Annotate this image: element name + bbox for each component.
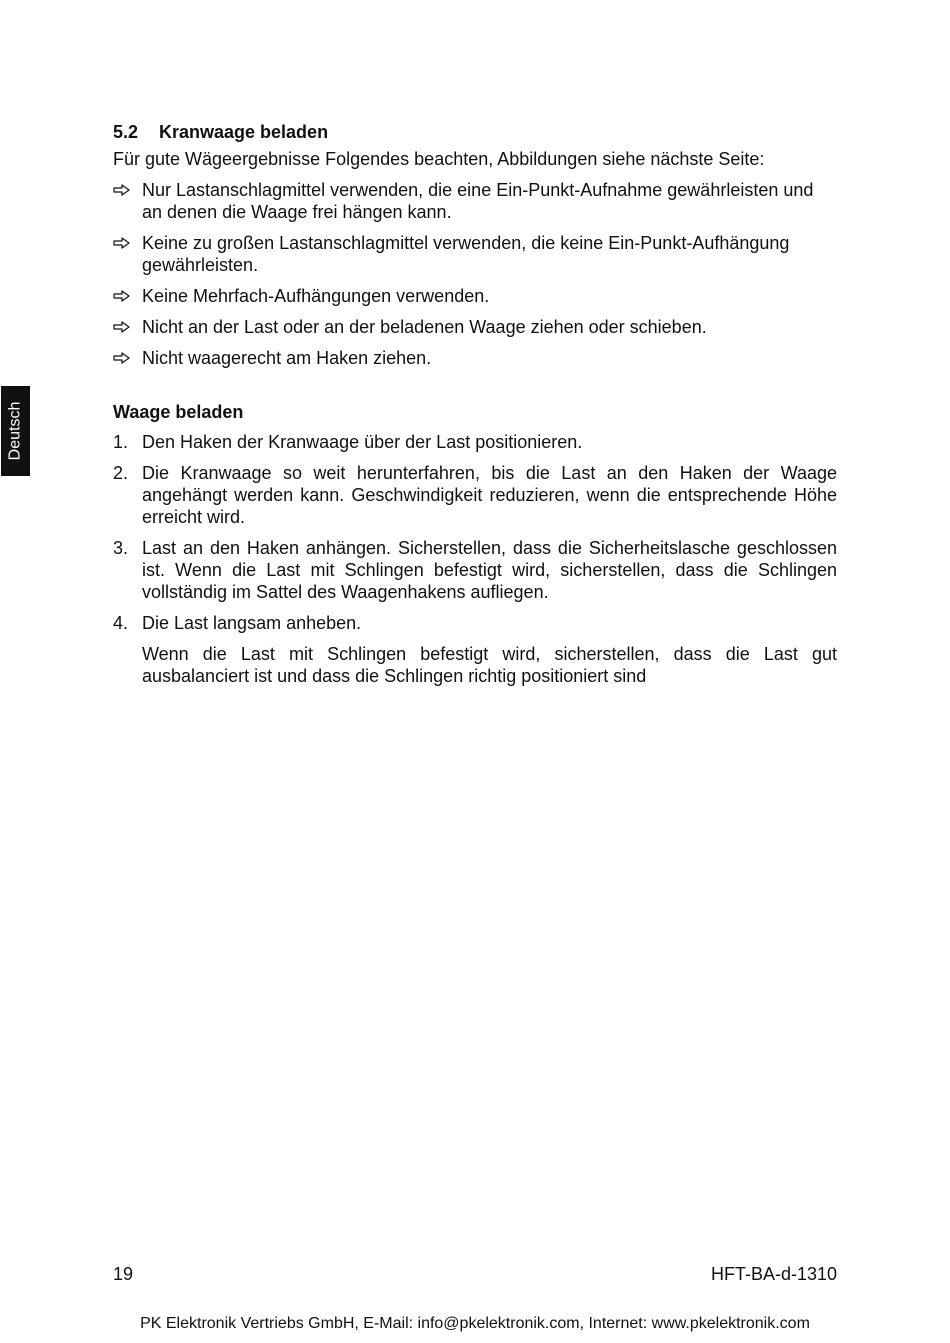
page-content (113, 120, 837, 687)
hollow-arrow-right-icon (113, 184, 131, 196)
bullet-text: Nicht an der Last oder an der beladenen Waage ziehen oder schieben. (142, 317, 707, 337)
list-item (113, 347, 837, 369)
bullet-text: Nur Lastanschlagmittel verwenden, die eine Ein-Punkt-Aufnahme gewährleisten und an denen die Waage frei hängen kann. (142, 180, 814, 222)
step-number: 3. (113, 538, 129, 558)
list-item (113, 316, 837, 338)
page-number: 19 (113, 1264, 134, 1284)
hollow-arrow-right-icon (113, 352, 131, 364)
step-number: 2. (113, 463, 129, 483)
list-item (113, 462, 837, 528)
section-intro: Für gute Wägeergebnisse Folgendes beachten, Abbildungen siehe nächste Seite: (113, 149, 765, 169)
list-item (113, 232, 837, 276)
step-text: Last an den Haken anhängen. Sicherstellen, dass die Sicherheitslasche geschlossen ist. Wenn die Last mit Schlingen befestigt wird, sicherstellen, dass die Schlingen vollständig im Sattel des Waagenhakens aufliegen. (142, 538, 837, 602)
section-title: Kranwaage beladen (159, 122, 329, 142)
subsection-heading: Waage beladen (113, 402, 244, 422)
hollow-arrow-right-icon (113, 237, 131, 249)
step-text: Den Haken der Kranwaage über der Last positionieren. (142, 432, 583, 452)
step-text: Die Kranwaage so weit herunterfahren, bis die Last an den Haken der Waage angehängt werden kann. Geschwindigkeit reduzieren, wenn die entsprechende Höhe erreicht wird. (142, 463, 837, 527)
bullet-text: Keine zu großen Lastanschlagmittel verwenden, die keine Ein-Punkt-Aufhängung gewährleisten. (142, 233, 790, 275)
language-tab-label: Deutsch (6, 401, 24, 461)
section-number: 5.2 (113, 122, 139, 142)
list-item (113, 612, 837, 634)
list-item (113, 431, 837, 453)
list-item (113, 285, 837, 307)
section-heading (113, 120, 837, 144)
bullet-text: Keine Mehrfach-Aufhängungen verwenden. (142, 286, 490, 306)
bullet-text: Nicht waagerecht am Haken ziehen. (142, 348, 432, 368)
step-text: Die Last langsam anheben. (142, 613, 362, 633)
language-tab (1, 386, 30, 476)
hollow-arrow-right-icon (113, 290, 131, 302)
list-item (113, 537, 837, 603)
page-footer: PK Elektronik Vertriebs GmbH, E-Mail: info@pkelektronik.com, Internet: www.pkelektronik.com (140, 1315, 810, 1332)
bullet-list (113, 179, 837, 369)
step-list (113, 431, 837, 634)
step-number: 4. (113, 613, 129, 633)
hollow-arrow-right-icon (113, 321, 131, 333)
list-item (113, 179, 837, 223)
document-code: HFT-BA-d-1310 (710, 1264, 837, 1284)
step-note: Wenn die Last mit Schlingen befestigt wird, sicherstellen, dass die Last gut ausbalanciert ist und dass die Schlingen richtig positioniert sind (142, 644, 837, 686)
step-number: 1. (113, 432, 129, 452)
